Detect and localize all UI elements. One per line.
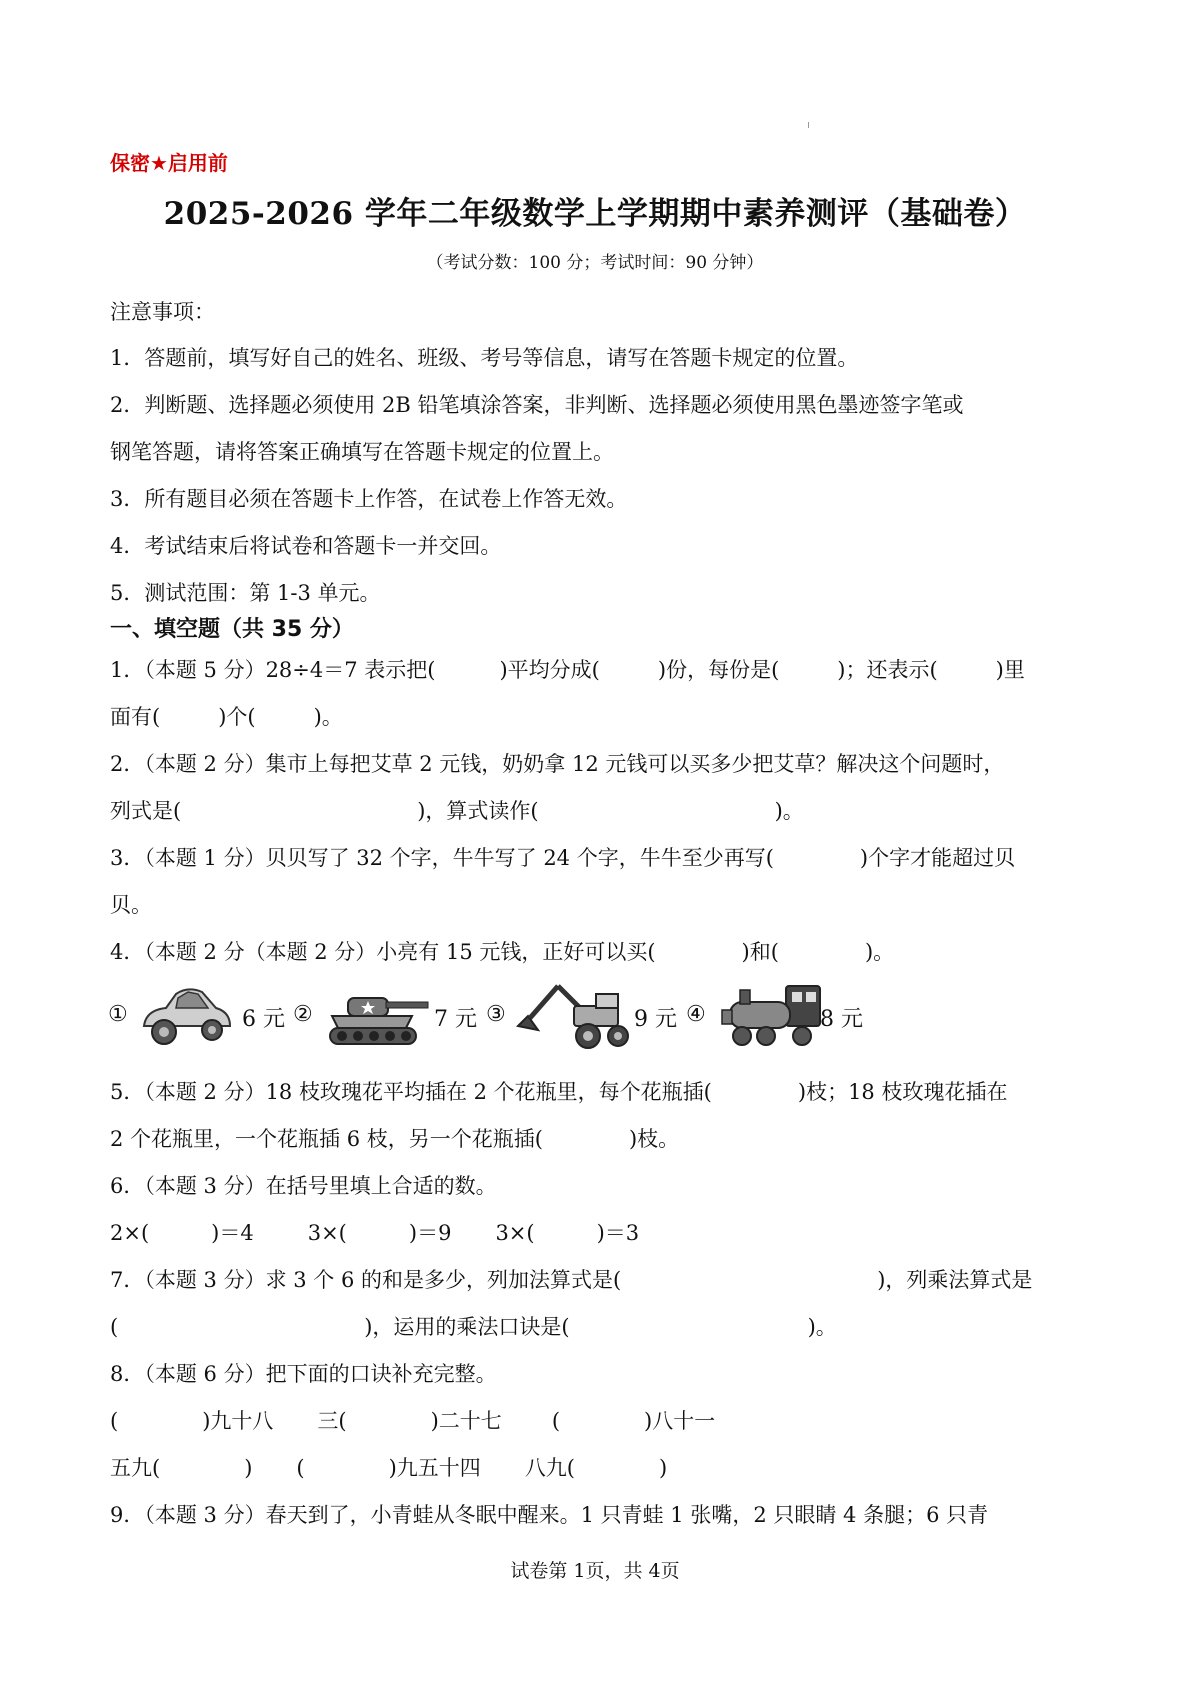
question-2-line2 [110,795,804,825]
page-footer: 试卷第 1页，共 4页 [510,1560,680,1582]
q1-text-c: )份，每份是( [657,658,780,682]
exam-title: 2025-2026 学年二年级数学上学期期中素养测评（基础卷） [163,196,1027,232]
toy-price-row [108,980,908,1060]
question-4-line1 [110,936,894,966]
q8-f-close: ) [659,1456,668,1480]
q8-e-text: )九五十四 [388,1456,481,1480]
q6-eq2-b: )＝9 [408,1221,452,1245]
q7-text-a: 7．（本题 3 分）求 3 个 6 的和是多少，列加法算式是( [110,1268,622,1292]
q8-d-close: ) [244,1456,253,1480]
q7-text-d: )，运用的乘法口诀是( [364,1315,570,1339]
scan-mark [808,122,809,128]
q8-d-text: 五九( [110,1456,161,1480]
q1-text-g: )个( [218,705,256,729]
q1-text-f: 面有( [110,705,161,729]
q5-text-d: )枝。 [628,1127,680,1151]
q2-text-c: )。 [774,799,804,823]
question-7-line2 [110,1311,837,1341]
q5-text-b: )枝；18 枝玫瑰花插在 [797,1080,1008,1104]
q3-text-b: )个字才能超过贝 [859,846,1016,870]
note-4: 4．考试结束后将试卷和答题卡一并交回。 [110,534,502,558]
q8-c-open: ( [551,1409,561,1433]
question-6-equations [110,1217,639,1247]
q8-a-text: )九十八 [202,1409,274,1433]
note-3: 3．所有题目必须在答题卡上作答，在试卷上作答无效。 [110,487,628,511]
note-2a: 2．判断题、选择题必须使用 2B 铅笔填涂答案，非判断、选择题必须使用黑色墨迹签字笔或 [110,393,964,417]
exam-subtitle: （考试分数：100 分；考试时间：90 分钟） [426,253,764,273]
q6-eq3-b: )＝3 [596,1221,640,1245]
q1-text-h: )。 [313,705,343,729]
q8-a-open: ( [110,1409,119,1433]
question-1-line2 [110,701,343,731]
question-6-line1: 6．（本题 3 分）在括号里填上合适的数。 [110,1174,497,1198]
question-5-line2 [110,1123,679,1153]
question-2-line1: 2．（本题 2 分）集市上每把艾草 2 元钱，奶奶拿 12 元钱可以买多少把艾草？解决这个问题时， [110,752,1005,776]
q5-text-c: 2 个花瓶里，一个花瓶插 6 枝，另一个花瓶插( [110,1127,543,1151]
q6-eq1-b: )＝4 [211,1221,254,1245]
q3-text-a: 3．（本题 1 分）贝贝写了 32 个字，牛牛写了 24 个字，牛牛至少再写( [110,846,774,870]
q1-text-e: )里 [995,658,1025,682]
question-9-line1: 9．（本题 3 分）春天到了，小青蛙从冬眠中醒来。1 只青蛙 1 张嘴，2 只眼睛 4 条腿；6 只青 [110,1503,989,1527]
q7-text-c: ( [110,1315,119,1339]
q8-c-text: )八十一 [644,1409,716,1433]
toy-1-price: 6 元 [242,1007,285,1032]
note-2b: 钢笔答题，请将答案正确填写在答题卡规定的位置上。 [110,440,614,464]
q2-text-b: )，算式读作( [417,799,539,823]
notes-heading: 注意事项： [110,300,215,324]
toy-1-number: ① [108,1002,128,1027]
q5-text-a: 5．（本题 2 分）18 枝玫瑰花平均插在 2 个花瓶里，每个花瓶插( [110,1080,712,1104]
toy-3-price: 9 元 [634,1007,677,1032]
q4-text-b: )和( [741,940,779,964]
q1-text-d: )；还表示( [837,658,938,682]
question-5-line1 [110,1076,1007,1106]
excavator-icon [512,980,634,1052]
question-3-line2: 贝。 [110,893,152,917]
q8-e-open: ( [296,1456,305,1480]
question-3-line1 [110,842,1015,872]
q6-eq1-a: 2×( [110,1221,150,1245]
q7-text-b: )，列乘法算式是 [877,1268,1033,1292]
q8-b-text: )二十七 [430,1409,502,1433]
q7-text-e: )。 [807,1315,837,1339]
q2-text-a: 列式是( [110,799,182,823]
question-8-row1 [110,1405,715,1435]
section-fill-in-heading: 一、填空题（共 35 分） [110,617,354,642]
q8-f-text: 八九( [524,1456,576,1480]
toy-3-number: ③ [486,1002,506,1027]
toy-2-number: ② [293,1002,313,1027]
train-icon [716,980,828,1052]
q8-b-open: 三( [317,1409,347,1433]
car-icon [136,980,236,1052]
question-8-line1: 8．（本题 6 分）把下面的口诀补充完整。 [110,1362,497,1386]
confidential-label: 保密★启用前 [110,151,228,175]
q1-text-b: )平均分成( [499,658,600,682]
question-7-line1 [110,1264,1032,1294]
q6-eq3-a: 3×( [495,1221,535,1245]
tank-icon [320,980,430,1052]
q4-text-a: 4．（本题 2 分（本题 2 分）小亮有 15 元钱，正好可以买( [110,940,656,964]
toy-2-price: 7 元 [434,1007,477,1032]
question-8-row2 [110,1452,667,1482]
note-5: 5．测试范围：第 1-3 单元。 [110,581,381,605]
q6-eq2-a: 3×( [307,1221,347,1245]
q4-text-c: )。 [864,940,895,964]
question-1-line1 [110,654,1025,684]
toy-4-price: 8 元 [820,1007,863,1032]
toy-4-number: ④ [686,1002,706,1027]
q1-text-a: 1．（本题 5 分）28÷4＝7 表示把( [110,658,436,682]
note-1: 1．答题前，填写好自己的姓名、班级、考号等信息，请写在答题卡规定的位置。 [110,346,859,370]
